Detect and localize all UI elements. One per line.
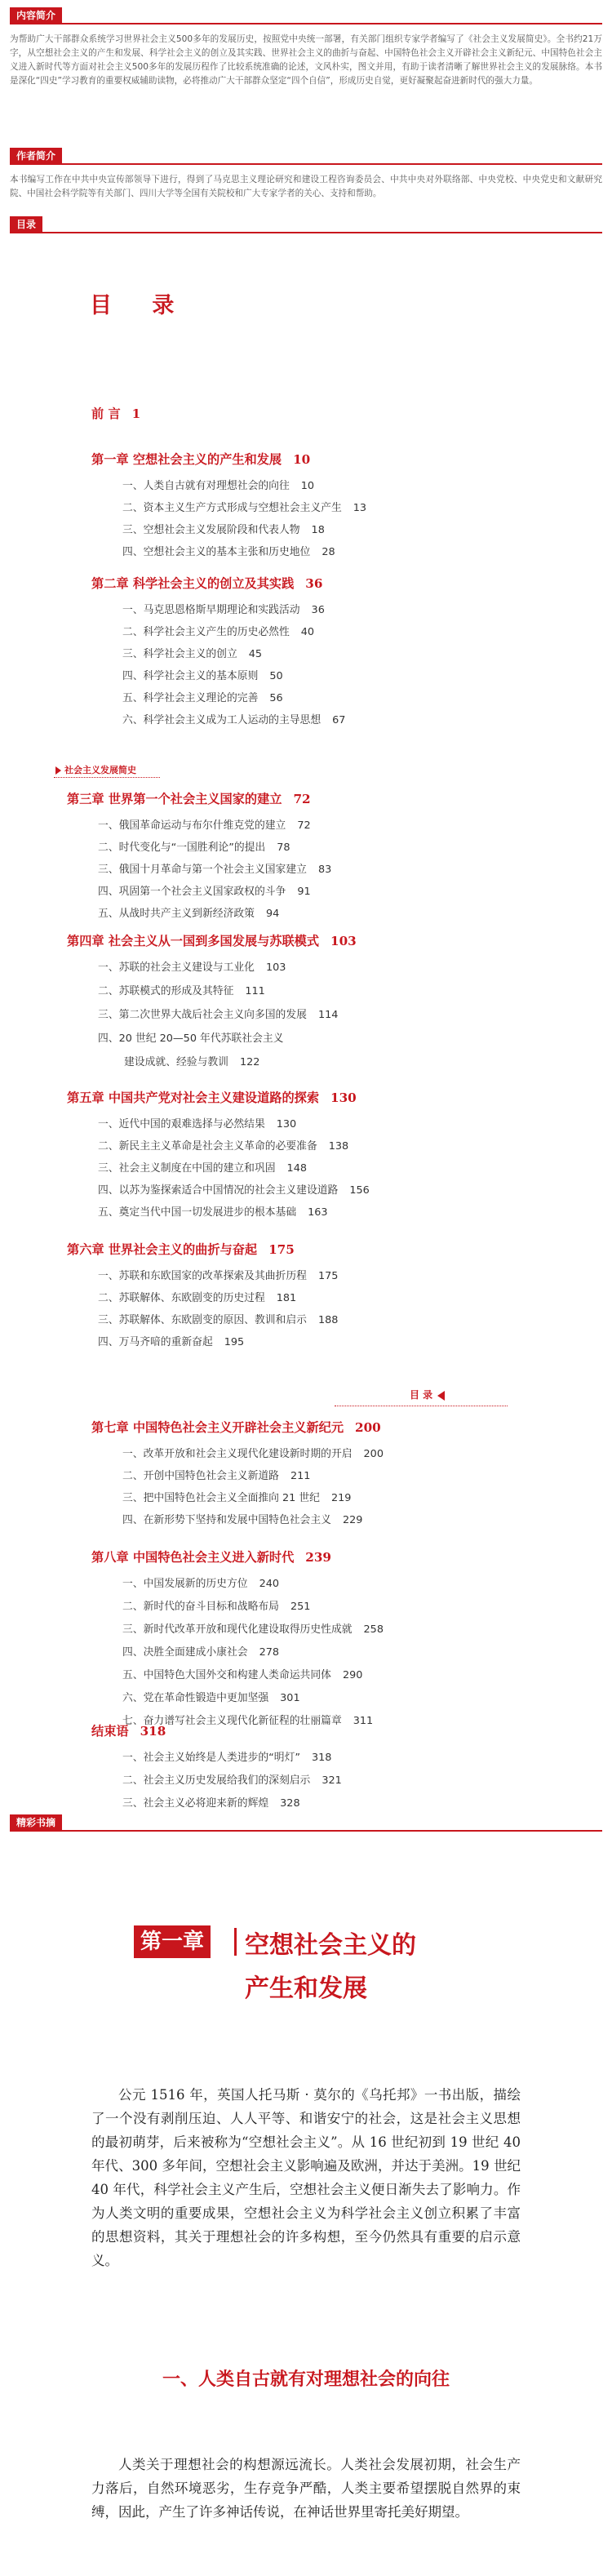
toc-section-header [10, 215, 602, 233]
intro-text: 为帮助广大干部群众系统学习世界社会主义500多年的发展历史，按照党中央统一部署，有关部门组织专家学者编写了《社会主义发展简史》。全书约21万字，从空想社会主义的产生和发展、科学社会主义的创立及其实践、世界社会主义的曲折与奋起、中国特色社会主义开辟社会主义新纪元、中国特色社会主义进入新时代等方面对社会主义500多年的发展历程作了比较系统准确的论述，文风朴实，图文并用，有助于读者清晰了解世界社会主义的发展脉络。本书是深化“四史”学习教育的重要权威辅助读物，必将推动广大干部群众坚定“四个自信”，形成历史自觉，更好凝聚起奋进新时代的强大力量。 [10, 34, 602, 86]
toc-item[interactable] [122, 601, 325, 616]
toc-item[interactable] [122, 1597, 310, 1613]
toc-item[interactable] [124, 1053, 259, 1068]
toc-tail-label-text: 目 录 [410, 1389, 433, 1401]
toc-tail-label [410, 1388, 445, 1401]
toc-item-title: 四、万马齐喑的重新奋起 [98, 1336, 213, 1348]
toc-chapter-5[interactable] [67, 1089, 357, 1106]
toc-item-title: 一、人类自古就有对理想社会的向往 [122, 480, 290, 492]
toc-item[interactable] [122, 1689, 300, 1704]
toc-item[interactable] [98, 904, 279, 920]
toc-item-page: 78 [277, 842, 290, 854]
toc-item-page: 301 [280, 1692, 300, 1704]
toc-item[interactable] [122, 477, 314, 492]
toc-item-title: 三、第二次世界大战后社会主义向多国的发展 [98, 1009, 307, 1021]
toc-item-title: 三、苏联解体、东欧剧变的原因、教训和启示 [98, 1314, 307, 1326]
toc-item-page: 229 [342, 1514, 363, 1526]
toc-item-page: 36 [311, 604, 325, 616]
toc-item-title: 七、奋力谱写社会主义现代化新征程的壮丽篇章 [122, 1715, 342, 1727]
toc-item-page: 91 [297, 886, 311, 898]
toc-item-page: 240 [259, 1578, 279, 1590]
toc-chapter-title: 第四章 社会主义从一国到多国发展与苏联模式 [67, 934, 320, 948]
toc-item[interactable] [122, 1643, 279, 1659]
toc-chapter-title: 第七章 中国特色社会主义开辟社会主义新纪元 [91, 1420, 344, 1435]
toc-chapter-9[interactable] [91, 1722, 166, 1739]
author-section-header [10, 147, 602, 165]
toc-item-title: 一、中国发展新的历史方位 [122, 1578, 248, 1590]
triangle-right-icon [55, 766, 61, 775]
toc-item[interactable] [122, 1511, 362, 1526]
toc-item-title: 四、决胜全面建成小康社会 [122, 1646, 248, 1659]
toc-item-title: 四、空想社会主义的基本主张和历史地位 [122, 546, 311, 558]
excerpt-header-rule [10, 1830, 602, 1832]
toc-item-page: 94 [265, 908, 280, 920]
toc-item-page: 321 [322, 1774, 342, 1787]
toc-item-title: 四、20 世纪 20—50 年代苏联社会主义 [98, 1033, 284, 1045]
toc-item-page: 188 [317, 1314, 339, 1326]
toc-item-title: 一、俄国革命运动与布尔什维克党的建立 [98, 819, 286, 832]
toc-item[interactable] [98, 816, 311, 832]
toc-item-title: 一、近代中国的艰难选择与必然结果 [98, 1118, 265, 1130]
toc-item-page: 103 [265, 962, 286, 974]
toc-item[interactable] [98, 860, 331, 876]
author-section-tag: 作者简介 [10, 148, 62, 165]
side-dotted-rule [54, 777, 160, 778]
toc-preface-title: 前 言 [91, 406, 121, 421]
toc-item-title: 三、社会主义制度在中国的建立和巩固 [98, 1162, 276, 1175]
toc-item-page: 258 [363, 1623, 384, 1636]
chapter-one-paragraph-1: 公元 1516 年，英国人托马斯 · 莫尔的《乌托邦》一书出版，描绘了一个没有剥削压迫、人人平等、和谐安宁的社会，这是社会主义思想的最初萌芽，后来被称为“空想社会主义”。从 16 世纪初到 19 世纪 40 年代、300 多年间，空想社会主义影响遍及欧洲，并达于美洲。19 世纪 40 年代，科学社会主义产生后，空想社会主义便日渐失去了影响力。作为人类文明的重要成果，空想社会主义为科学社会主义创立积累了丰富的思想资料，其关于理想社会的许多构想，至今仍然具有重要的启示意义。 [91, 2087, 521, 2268]
toc-item[interactable] [122, 711, 345, 726]
toc-item[interactable] [122, 1467, 310, 1482]
toc-item[interactable] [122, 1666, 362, 1681]
triangle-left-icon [437, 1391, 445, 1401]
toc-chapter-page: 200 [355, 1420, 381, 1435]
toc-item-page: 40 [300, 626, 315, 638]
toc-item-page: 18 [311, 524, 325, 536]
toc-item[interactable] [122, 521, 325, 536]
toc-chapter-page: 130 [330, 1090, 357, 1105]
toc-item-title: 二、科学社会主义产生的历史必然性 [122, 626, 290, 638]
toc-item-title: 二、社会主义历史发展给我们的深刻启示 [122, 1774, 311, 1787]
toc-item-page: 148 [286, 1162, 307, 1175]
toc-item-title: 三、把中国特色社会主义全面推向 21 世纪 [122, 1492, 320, 1504]
toc-item[interactable] [98, 1203, 328, 1219]
toc-item-title: 三、俄国十月革命与第一个社会主义国家建立 [98, 864, 307, 876]
toc-item[interactable] [98, 1289, 296, 1304]
side-book-label-text: 社会主义发展简史 [64, 765, 136, 775]
toc-item-title: 四、在新形势下坚持和发展中国特色社会主义 [122, 1514, 331, 1526]
toc-item[interactable] [98, 958, 286, 974]
toc-item-title: 四、巩固第一个社会主义国家政权的斗争 [98, 886, 286, 898]
toc-item-page: 130 [276, 1118, 297, 1130]
toc-item-page: 175 [317, 1270, 339, 1282]
chapter-one-title-line1: 空想社会主义的 [245, 1931, 416, 1960]
toc-item[interactable] [98, 1159, 307, 1175]
toc-chapter-4[interactable] [67, 932, 357, 949]
toc-item-page: 290 [342, 1669, 363, 1681]
toc-item-page: 138 [328, 1140, 349, 1153]
toc-chapter-title: 第五章 中国共产党对社会主义建设道路的探索 [67, 1090, 320, 1105]
toc-item-page: 181 [276, 1292, 297, 1304]
excerpt-section-tag: 精彩书摘 [10, 1814, 62, 1832]
intro-section-header [10, 7, 602, 24]
toc-item-title: 四、科学社会主义的基本原则 [122, 670, 259, 682]
toc-item-title: 二、新时代的奋斗目标和战略布局 [122, 1601, 279, 1613]
toc-item[interactable] [122, 1771, 342, 1787]
toc-item-page: 163 [308, 1206, 328, 1219]
toc-item-page: 111 [245, 985, 265, 997]
toc-item-page: 219 [330, 1492, 352, 1504]
chapter-one-label: 第一章 [134, 1925, 211, 1958]
toc-item-title: 五、奠定当代中国一切发展进步的根本基础 [98, 1206, 297, 1219]
toc-chapter-6[interactable] [67, 1241, 295, 1258]
toc-item[interactable] [122, 623, 314, 638]
toc-item[interactable] [98, 1311, 338, 1326]
toc-item-title: 六、科学社会主义成为工人运动的主导思想 [122, 714, 322, 726]
toc-item-title: 二、开创中国特色社会主义新道路 [122, 1470, 279, 1482]
toc-item[interactable] [122, 667, 283, 682]
toc-chapter-page: 10 [293, 452, 311, 467]
chapter-one-section-title: 一、人类自古就有对理想社会的向往 [162, 2369, 450, 2390]
chapter-one-divider [234, 1928, 237, 1956]
toc-item[interactable] [98, 982, 265, 997]
toc-item-title: 三、社会主义必将迎来新的辉煌 [122, 1797, 269, 1810]
toc-item-page: 72 [297, 819, 311, 832]
toc-item-title: 三、科学社会主义的创立 [122, 648, 237, 660]
toc-item-title: 一、改革开放和社会主义现代化建设新时期的开启 [122, 1448, 353, 1460]
toc-item[interactable] [122, 1489, 351, 1504]
intro-section-tag: 内容简介 [10, 7, 62, 24]
toc-item-page: 114 [317, 1009, 339, 1021]
toc-chapter-page: 175 [268, 1242, 295, 1257]
toc-item[interactable] [98, 1333, 244, 1348]
toc-item-page: 56 [269, 692, 283, 704]
toc-heading: 目 录 [90, 293, 191, 318]
toc-item[interactable] [122, 1748, 331, 1764]
toc-chapter-2[interactable] [91, 575, 322, 592]
side-book-label [55, 763, 136, 776]
toc-item-title: 二、苏联解体、东欧剧变的历史过程 [98, 1292, 265, 1304]
author-text: 本书编写工作在中共中央宣传部领导下进行，得到了马克思主义理论研究和建设工程咨询委员会、中共中央对外联络部、中央党校、中央党史和文献研究院、中国社会科学院等有关部门、四川大学等全国有关院校和广大专家学者的关心、支持和帮助。 [10, 175, 602, 198]
toc-chapter-page: 36 [305, 576, 323, 591]
toc-item[interactable] [122, 1445, 384, 1460]
toc-chapter-7[interactable] [91, 1419, 381, 1436]
toc-item[interactable] [98, 882, 311, 898]
toc-chapter-page: 318 [140, 1724, 166, 1739]
toc-chapter-title: 第二章 科学社会主义的创立及其实践 [91, 576, 295, 591]
toc-item[interactable] [122, 689, 283, 704]
toc-item[interactable] [122, 499, 366, 514]
toc-item-page: 50 [269, 670, 283, 682]
toc-item-page: 10 [300, 480, 315, 492]
toc-chapter-title: 结束语 [91, 1724, 129, 1739]
toc-chapter-title: 第一章 空想社会主义的产生和发展 [91, 452, 282, 467]
toc-item-title: 三、新时代改革开放和现代化建设取得历史性成就 [122, 1623, 353, 1636]
toc-item[interactable] [98, 838, 290, 854]
chapter-one-paragraph-2: 人类关于理想社会的构想源远流长。人类社会发展初期，社会生产力落后，自然环境恶劣，生存竞争严酷，人类主要希望摆脱自然界的束缚，因此，产生了许多神话传说，在神话世界里寄托美好期望。 [91, 2457, 521, 2520]
toc-item-title: 二、资本主义生产方式形成与空想社会主义产生 [122, 502, 342, 514]
toc-item-title: 六、党在革命性锻造中更加坚强 [122, 1692, 269, 1704]
toc-header-rule [10, 232, 602, 233]
toc-item-page: 156 [349, 1184, 370, 1197]
toc-item-page: 122 [239, 1056, 260, 1068]
toc-item-page: 28 [322, 546, 335, 558]
toc-item[interactable] [98, 1137, 348, 1153]
toc-item-title: 五、科学社会主义理论的完善 [122, 692, 259, 704]
toc-chapter-title: 第三章 世界第一个社会主义国家的建立 [67, 792, 282, 806]
toc-item[interactable] [98, 1115, 296, 1130]
toc-item[interactable] [98, 1029, 283, 1045]
intro-header-rule [10, 23, 602, 24]
toc-item[interactable] [98, 1267, 338, 1282]
toc-item-title: 四、以苏为鉴探索适合中国情况的社会主义建设道路 [98, 1184, 339, 1197]
toc-item-title: 建设成就、经验与教训 [124, 1056, 228, 1068]
toc-chapter-title: 第六章 世界社会主义的曲折与奋起 [67, 1242, 258, 1257]
toc-item-page: 67 [332, 714, 346, 726]
toc-item-page: 13 [353, 502, 367, 514]
toc-chapter-1[interactable] [91, 451, 310, 468]
toc-item-title: 三、空想社会主义发展阶段和代表人物 [122, 524, 300, 536]
toc-preface-page: 1 [131, 406, 141, 421]
toc-item[interactable] [122, 1794, 300, 1810]
toc-item-page: 318 [312, 1752, 332, 1764]
toc-item[interactable] [122, 645, 262, 660]
toc-item[interactable] [122, 1620, 384, 1636]
toc-item-title: 二、苏联模式的形成及其特征 [98, 985, 234, 997]
toc-item-page: 328 [280, 1797, 300, 1810]
toc-chapter-3[interactable] [67, 790, 311, 807]
toc-item[interactable] [122, 543, 335, 558]
toc-item-title: 一、社会主义始终是人类进步的“明灯” [122, 1752, 301, 1764]
toc-item-page: 278 [259, 1646, 279, 1659]
toc-chapter-page: 103 [330, 934, 357, 948]
toc-preface[interactable] [91, 405, 140, 422]
toc-item[interactable] [98, 1181, 370, 1197]
toc-item[interactable] [98, 1006, 338, 1021]
toc-chapter-page: 72 [293, 792, 311, 806]
chapter-one-title-line2: 产生和发展 [245, 1974, 367, 2003]
toc-chapter-8[interactable] [91, 1548, 331, 1566]
author-header-rule [10, 163, 602, 165]
toc-item-page: 211 [290, 1470, 311, 1482]
toc-item-title: 二、新民主主义革命是社会主义革命的必要准备 [98, 1140, 317, 1153]
toc-item-title: 一、苏联的社会主义建设与工业化 [98, 962, 255, 974]
toc-item-page: 311 [353, 1715, 374, 1727]
excerpt-section-header [10, 1814, 602, 1832]
toc-item-page: 251 [290, 1601, 311, 1613]
toc-item-page: 45 [248, 648, 263, 660]
toc-section-tag: 目录 [10, 216, 42, 233]
toc-chapter-title: 第八章 中国特色社会主义进入新时代 [91, 1550, 295, 1565]
toc-item-title: 一、马克思恩格斯早期理论和实践活动 [122, 604, 300, 616]
toc-chapter-page: 239 [305, 1550, 331, 1565]
toc-item[interactable] [122, 1574, 279, 1590]
toc-item-page: 195 [224, 1336, 245, 1348]
toc-item-title: 一、苏联和东欧国家的改革探索及其曲折历程 [98, 1270, 307, 1282]
toc-item-page: 83 [317, 864, 332, 876]
toc-item-page: 200 [363, 1448, 384, 1460]
toc-item-title: 五、中国特色大国外交和构建人类命运共同体 [122, 1669, 331, 1681]
toc-item-title: 二、时代变化与“一国胜利论”的提出 [98, 842, 266, 854]
toc-item-title: 五、从战时共产主义到新经济政策 [98, 908, 255, 920]
